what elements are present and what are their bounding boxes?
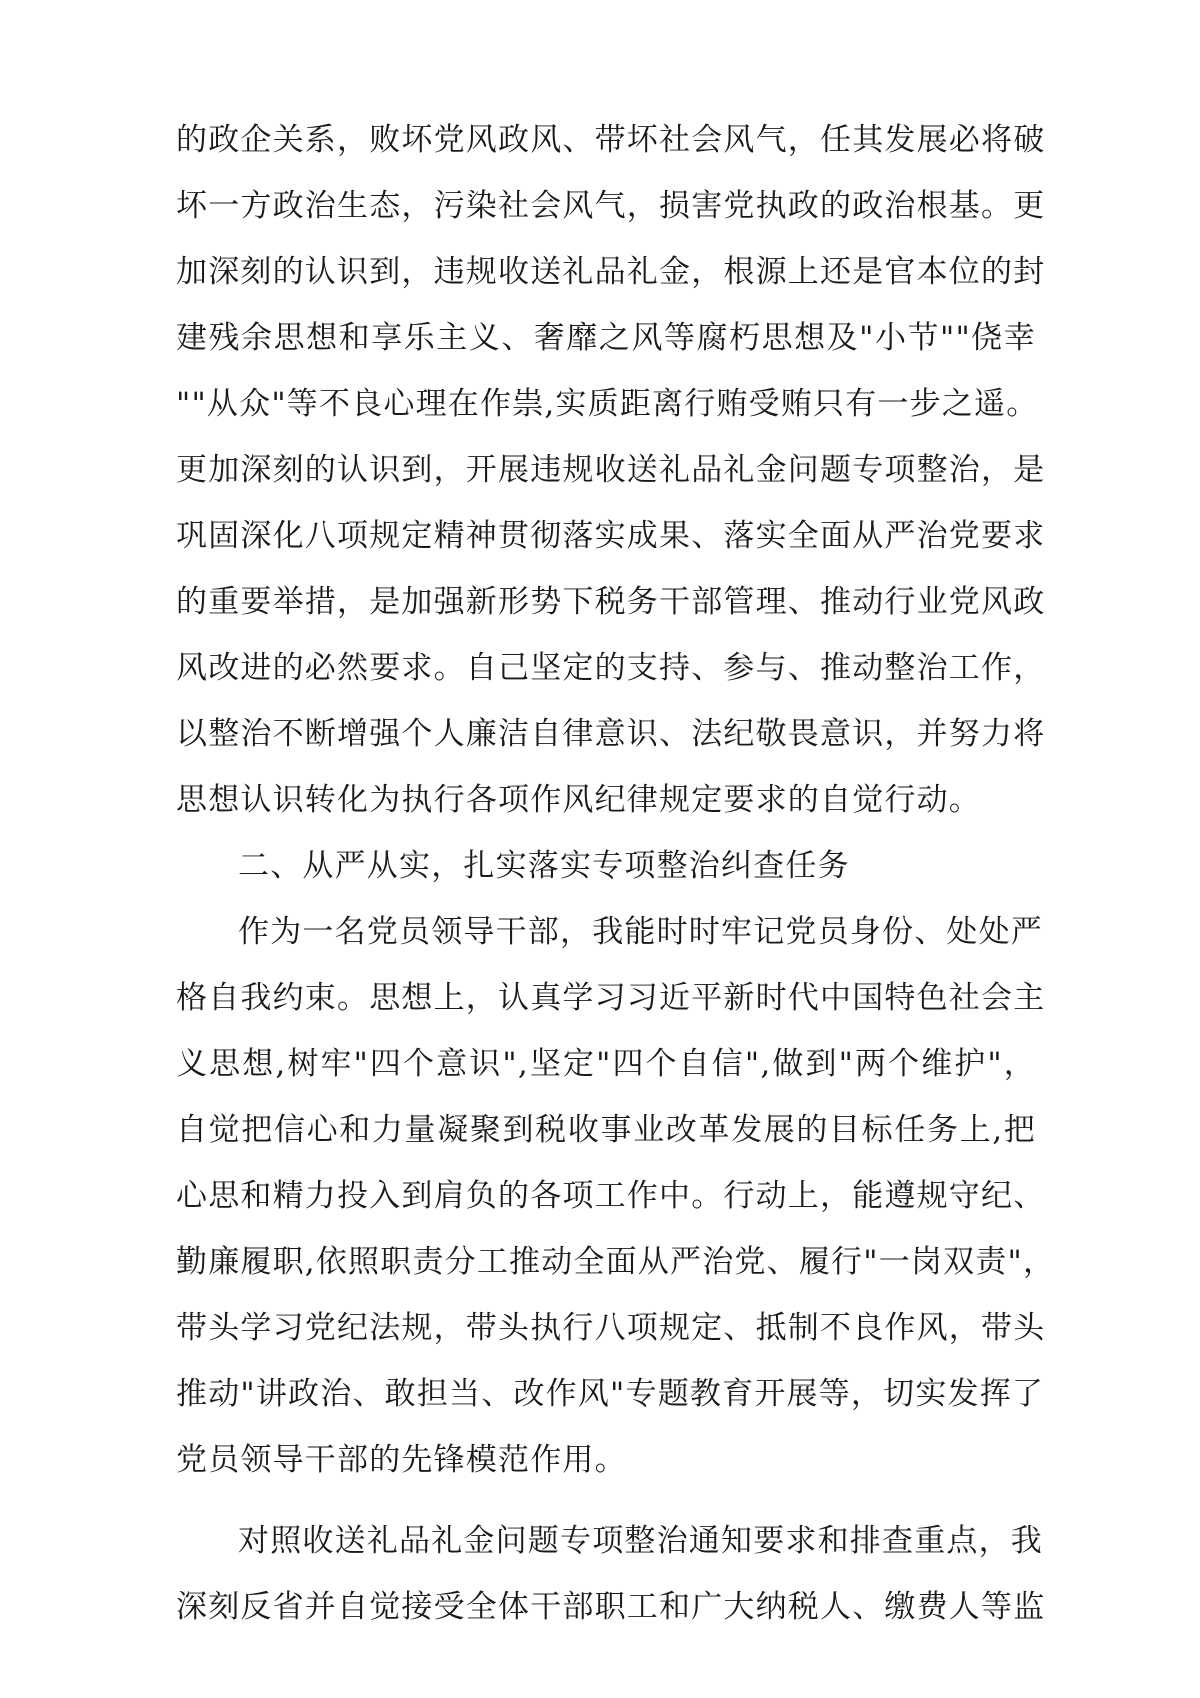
paragraph-1-line: 思想认识转化为执行各项作风纪律规定要求的自觉行动。 [176, 782, 981, 818]
paragraph-3-line: 深刻反省并自觉接受全体干部职工和广大纳税人、缴费人等监 [176, 1589, 1046, 1625]
paragraph-2-line: 带头学习党纪法规，带头执行八项规定、抵制不良作风，带头 [176, 1310, 1046, 1346]
paragraph-1-line: 以整治不断增强个人廉洁自律意识、法纪敬畏意识，并努力将 [176, 716, 1046, 752]
paragraph-1-line: 更加深刻的认识到，开展违规收送礼品礼金问题专项整治，是 [176, 452, 1046, 488]
paragraph-1-line: 坏一方政治生态，污染社会风气，损害党执政的政治根基。更 [176, 188, 1046, 224]
paragraph-2-line: 党员领导干部的先锋模范作用。 [176, 1442, 627, 1478]
paragraph-1-line: 的政企关系，败坏党风政风、带坏社会风气，任其发展必将破 [176, 122, 1046, 158]
paragraph-2-line: 心思和精力投入到肩负的各项工作中。行动上，能遵规守纪、 [176, 1178, 1046, 1214]
paragraph-1-line: 的重要举措，是加强新形势下税务干部管理、推动行业党风政 [176, 584, 1046, 620]
paragraph-2-line: 勤廉履职,依照职责分工推动全面从严治党、履行"一岗双责"， [176, 1244, 1056, 1280]
paragraph-1-line: ""从众"等不良心理在作祟,实质距离行贿受贿只有一步之遥。 [176, 386, 1039, 422]
paragraph-1-line: 风改进的必然要求。自己坚定的支持、参与、推动整治工作， [176, 650, 1046, 686]
paragraph-2-line: 自觉把信心和力量凝聚到税收事业改革发展的目标任务上,把 [176, 1112, 1036, 1148]
paragraph-1-line: 巩固深化八项规定精神贯彻落实成果、落实全面从严治党要求 [176, 518, 1046, 554]
paragraph-3-line: 对照收送礼品礼金问题专项整治通知要求和排查重点，我 [238, 1523, 1043, 1559]
paragraph-2-line: 推动"讲政治、敢担当、改作风"专题教育开展等，切实发挥了 [176, 1376, 1045, 1412]
paragraph-1-line: 加深刻的认识到，违规收送礼品礼金，根源上还是官本位的封 [176, 254, 1046, 290]
paragraph-2-line: 作为一名党员领导干部，我能时时牢记党员身份、处处严 [238, 914, 1043, 950]
paragraph-2-line: 义思想,树牢"四个意识",坚定"四个自信",做到"两个维护"， [176, 1046, 1036, 1082]
paragraph-2-line: 格自我约束。思想上，认真学习习近平新时代中国特色社会主 [176, 980, 1046, 1016]
paragraph-1-line: 建残余思想和享乐主义、奢靡之风等腐朽思想及"小节""侥幸 [176, 320, 1036, 356]
section-heading: 二、从严从实，扎实落实专项整治纠查任务 [238, 848, 850, 884]
